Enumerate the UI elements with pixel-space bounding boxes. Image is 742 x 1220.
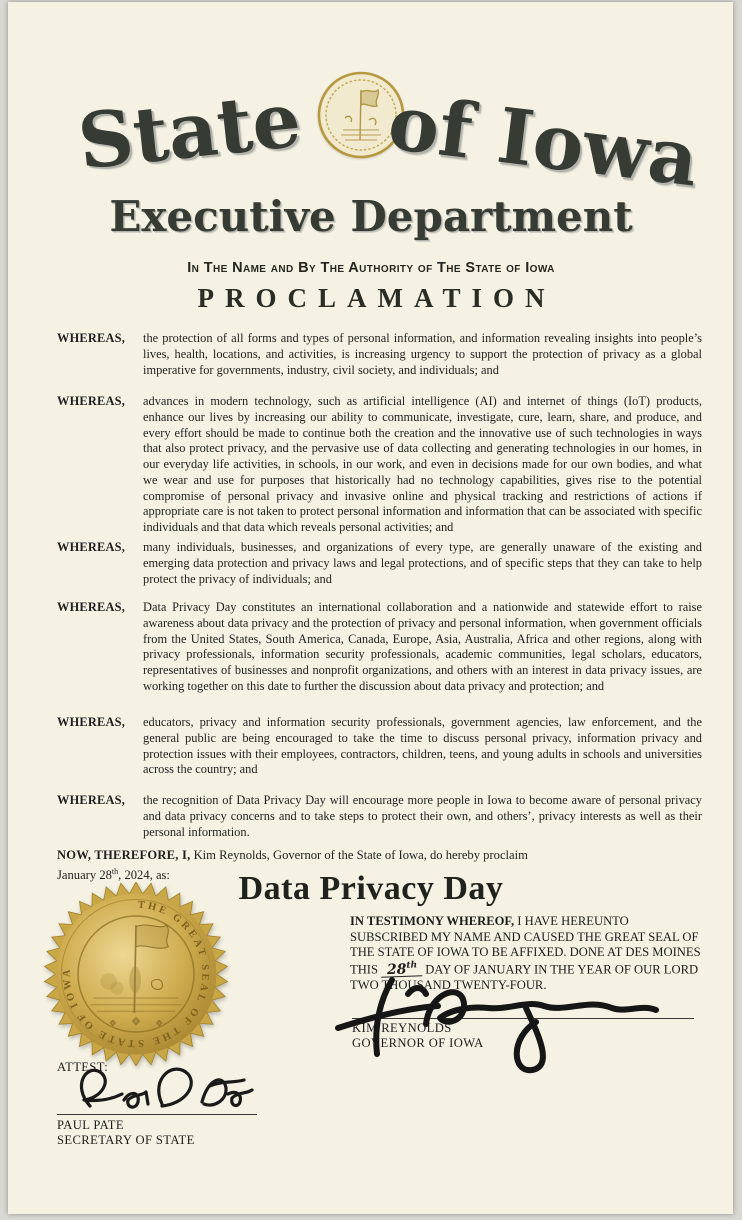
testimony-part1: I HAVE HEREUNTO SUBSCRIBED MY NAME AND CAUSED THE GREAT SEAL OF THE STATE OF IOWA TO BE AFFIXED. DONE AT DES MOINES THIS [350,914,701,977]
whereas-clause [57,793,702,840]
whereas-clause [57,331,702,378]
therefore-date: January 28 [57,867,112,882]
therefore-date-suffix: th [111,866,119,876]
governor-title: GOVERNOR OF IOWA [352,1036,484,1050]
whereas-label: WHEREAS, [57,600,126,614]
handwritten-day: 28th [381,960,423,977]
proclamation-heading: PROCLAMATION [197,283,556,313]
authority-line: In The Name and By The Authority of The State of Iowa [187,260,555,276]
whereas-text: many individuals, businesses, and organizations of every type, are generally unaware of the existing and emerging data protection and privacy laws and legal protections, and of specific steps that they can take to help protect the privacy of individuals; and [143,540,702,586]
therefore-lead: NOW, THEREFORE, I, [57,848,191,862]
great-seal-of-iowa-icon [44,882,228,1066]
attest-label: ATTEST: [57,1060,109,1074]
page-title-state: State [73,74,305,187]
whereas-text: Data Privacy Day constitutes an international collaboration and a nationwide and statewide effort to raise awareness about data privacy and the protection of privacy and personal information, when government officials from the United States, South America, Canada, Europe, Asia, Australia, Africa and other regions, along with privacy professionals, information security professionals, academic communities, legal scholars, educators, representatives of businesses and nonprofit organizations, and others with an interest in data privacy issues, are working together on this date to further the discussion about data privacy and protection; and [143,600,702,693]
whereas-label: WHEREAS, [57,715,126,729]
proclaimed-day-title: Data Privacy Day [238,870,504,907]
secretary-name: PAUL PATE [57,1118,124,1132]
secretary-title: SECRETARY OF STATE [57,1133,195,1147]
testimony-lead: IN TESTIMONY WHEREOF, [350,914,515,928]
governor-name: KIM REYNOLDS [352,1021,452,1035]
whereas-label: WHEREAS, [57,331,126,345]
whereas-clause [57,540,702,587]
therefore-date-rest: , 2024, as: [118,867,170,882]
whereas-text: the recognition of Data Privacy Day will encourage more people in Iowa to become aware of personal privacy and data privacy concerns and to take steps to protect their own, and others’, privacy interests as well as their personal information. [143,793,702,839]
therefore-body: Kim Reynolds, Governor of the State of Iowa, do hereby proclaim [190,848,528,862]
whereas-text: advances in modern technology, such as artificial intelligence (AI) and internet of things (IoT) products, enhance our lives by increasing our ability to communicate, investigate, cure, learn, share, and produce, and every effort should be made to continue both the creation and the innovative use of such technologies in ways that also protect privacy, and the pervasive use of data collecting and generating technologies in our homes, in our everyday life activities, in schools, in our work, and even in decisions made for our own bodies, and what we wear and use for purposes that historically had no technology capabilities, gives rise to the potential compromise of personal privacy and invasive online and physical tracking and restrictions of actions if appropriate care is not taken to protect personal information and information that can be associated with specific individuals and that data which reveals personal activities; and [143,394,702,534]
executive-department-title: Executive Department [109,192,633,241]
testimony-part2: DAY OF JANUARY IN THE YEAR OF OUR LORD TWO THOUSAND TWENTY-FOUR. [350,962,699,993]
whereas-label: WHEREAS, [57,540,126,554]
whereas-clause [57,715,702,778]
whereas-text: the protection of all forms and types of personal information, and information revealing insights into people’s lives, health, locations, and activities, is increasing urgency to support the protection of privacy as a global imperative for governments, industry, civil society, and individuals; and [143,331,702,377]
whereas-clause [57,600,702,695]
page-title-of-iowa: of Iowa [383,77,704,204]
whereas-clause [57,394,702,536]
whereas-label: WHEREAS, [57,793,126,807]
governor-signature [330,966,670,1081]
whereas-text: educators, privacy and information security professionals, government agencies, law enforcement, and the general public are being encouraged to take the time to discuss personal privacy, information privacy and protection issues with their employees, contractors, children, teens, and young adults in schools and universities across the country; and [143,715,702,777]
secretary-signature [62,1056,277,1120]
whereas-label: WHEREAS, [57,394,126,408]
seal-ring-text: THE GREAT SEAL OF THE STATE OF IOWA [61,899,211,1049]
